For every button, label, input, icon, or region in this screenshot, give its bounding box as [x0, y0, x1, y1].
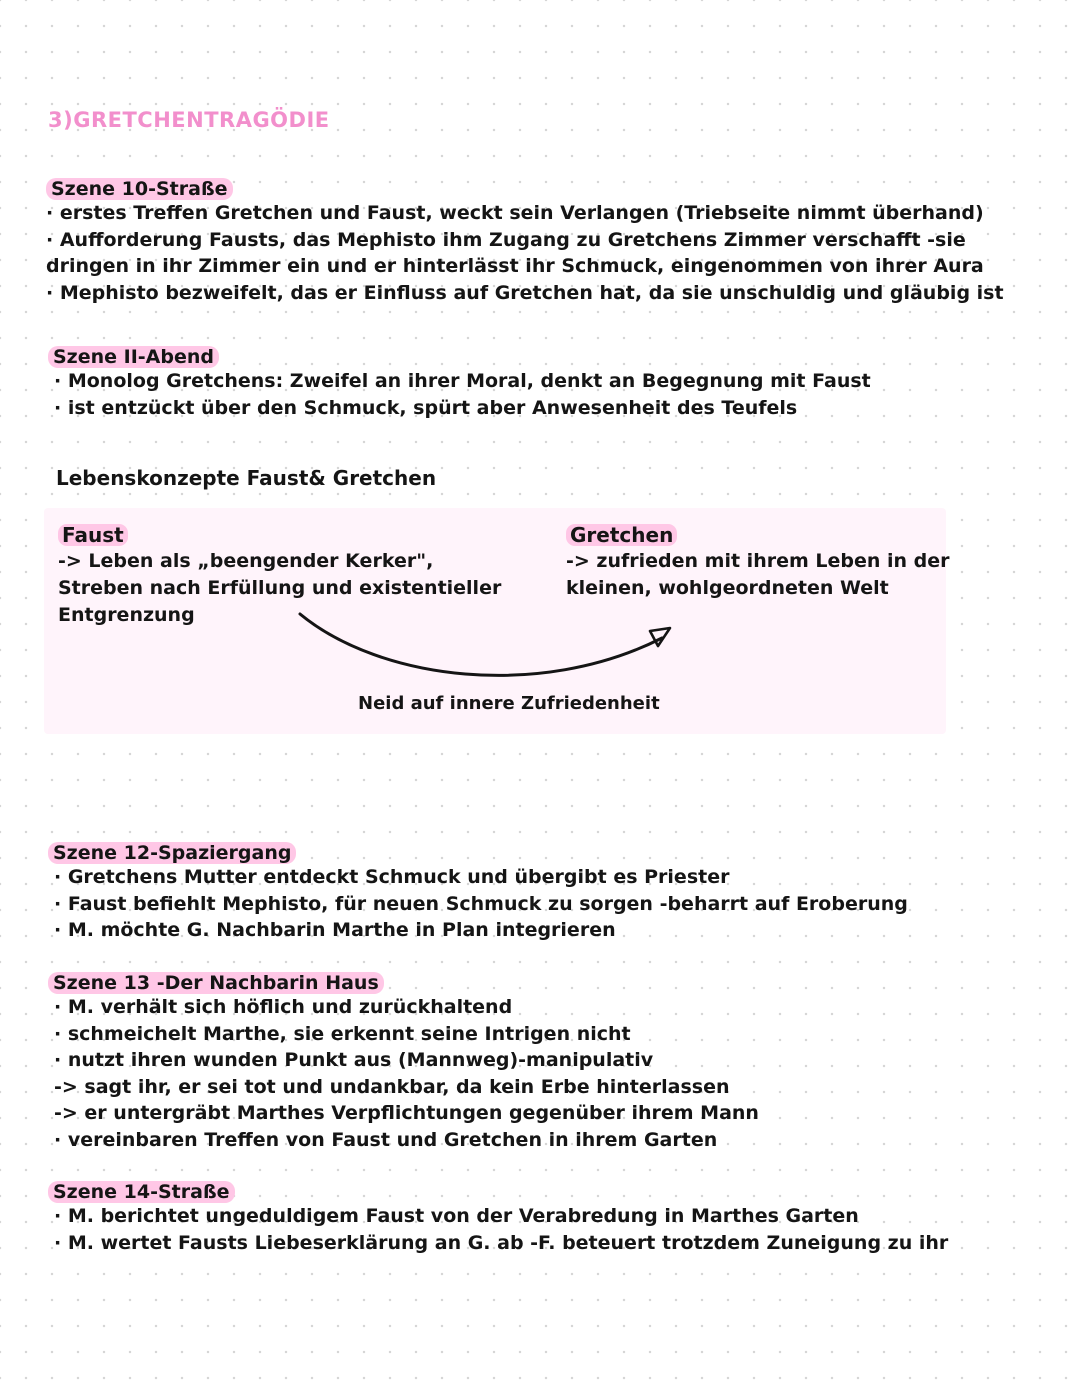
note-line: -> Leben als „beengender Kerker", [58, 550, 434, 572]
note-line: · erstes Treffen Gretchen und Faust, weckt sein Verlangen (Triebseite nimmt überhand) [46, 202, 984, 224]
scene-10-heading: Szene 10-Straße [46, 178, 233, 200]
curved-arrow-icon [290, 600, 690, 700]
note-line: · Aufforderung Fausts, das Mephisto ihm Zugang zu Gretchens Zimmer verschafft -sie [46, 228, 966, 251]
note-line: · ist entzückt über den Schmuck, spürt aber Anwesenheit des Teufels [54, 396, 798, 419]
section-title: 3)GRETCHENTRAGÖDIE [48, 108, 330, 132]
scene-11-block [48, 346, 871, 421]
concepts-title: Lebenskonzepte Faust& Gretchen [56, 466, 437, 490]
note-line: · M. berichtet ungeduldigem Faust von der Verabredung in Marthes Garten [54, 1205, 859, 1227]
scene-14-notes [48, 1203, 948, 1256]
note-line: -> er untergräbt Marthes Verpflichtungen gegenüber ihrem Mann [54, 1102, 759, 1124]
note-line: kleinen, wohlgeordneten Welt [566, 577, 889, 599]
scene-12-block [48, 842, 908, 944]
note-line: · vereinbaren Treffen von Faust und Gretchen in ihrem Garten [54, 1128, 718, 1151]
note-line: · schmeichelt Marthe, sie erkennt seine Intrigen nicht [54, 1022, 631, 1045]
note-line: · Gretchens Mutter entdeckt Schmuck und übergibt es Priester [54, 866, 730, 888]
scene-13-notes [48, 994, 759, 1153]
note-line: · Faust befiehlt Mephisto, für neuen Schmuck zu sorgen -beharrt auf Eroberung [54, 892, 908, 915]
note-line: Entgrenzung [58, 604, 195, 626]
arrow-label: Neid auf innere Zufriedenheit [358, 693, 660, 714]
note-line: -> sagt ihr, er sei tot und undankbar, da kein Erbe hinterlassen [54, 1075, 730, 1098]
scene-10-notes [46, 200, 1004, 306]
scene-11-heading: Szene II-Abend [48, 346, 219, 368]
note-line: dringen in ihr Zimmer ein und er hinterlässt ihr Schmuck, eingenommen von ihrer Aura [46, 255, 984, 277]
note-line: · nutzt ihren wunden Punkt aus (Mannweg)-manipulativ [54, 1049, 654, 1071]
gretchen-column [566, 524, 950, 602]
note-line: · M. möchte G. Nachbarin Marthe in Plan integrieren [54, 919, 616, 941]
scene-14-block [48, 1181, 948, 1256]
faust-heading: Faust [58, 524, 128, 546]
note-line: · Mephisto bezweifelt, das er Einfluss auf Gretchen hat, da sie unschuldig und gläubig ist [46, 281, 1004, 304]
scene-10-block [46, 178, 1004, 306]
note-line: · M. verhält sich höflich und zurückhaltend [54, 996, 513, 1018]
note-line: · M. wertet Fausts Liebeserklärung an G. ab -F. beteuert trotzdem Zuneigung zu ihr [54, 1231, 949, 1254]
note-line: Streben nach Erfüllung und existentieller [58, 577, 502, 599]
scene-12-heading: Szene 12-Spaziergang [48, 842, 296, 864]
scene-13-block [48, 972, 759, 1153]
note-line: · Monolog Gretchens: Zweifel an ihrer Moral, denkt an Begegnung mit Faust [54, 370, 871, 392]
scene-14-heading: Szene 14-Straße [48, 1181, 235, 1203]
scene-11-notes [48, 368, 871, 421]
scene-13-heading: Szene 13 -Der Nachbarin Haus [48, 972, 384, 994]
scene-12-notes [48, 864, 908, 944]
note-line: -> zufrieden mit ihrem Leben in der [566, 550, 950, 572]
gretchen-notes [566, 548, 950, 602]
gretchen-heading: Gretchen [566, 524, 677, 546]
